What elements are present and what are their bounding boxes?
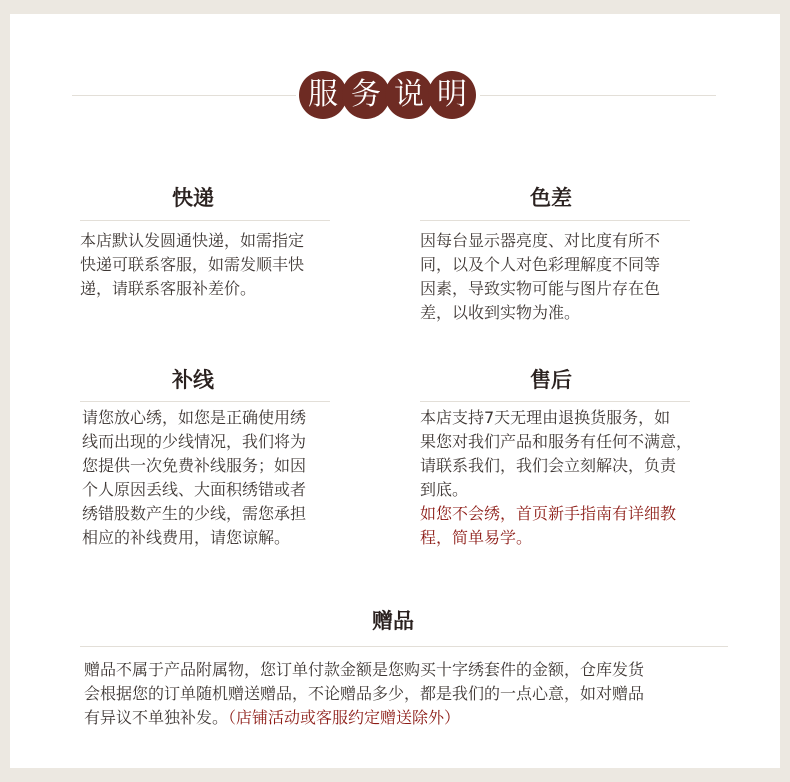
gift-heading: 赠品 [372,609,414,633]
thread-heading: 补线 [172,368,214,392]
color-text: 因每台显示器亮度、对比度有所不 同，以及个人对色彩理解度不同等 因素，导致实物可能与图片存在色 差，以收到实物为准。 [420,231,661,322]
title-char-4: 明 [428,71,476,119]
service-card [10,14,780,768]
gift-block [84,658,744,730]
express-heading: 快递 [172,186,214,210]
gift-exception-note: （店铺活动或客服约定赠送除外） [228,708,461,727]
color-divider [420,220,690,221]
gift-divider [80,646,728,647]
title-char-2: 务 [342,71,390,119]
title-char-3: 说 [385,71,433,119]
title-char-1: 服 [299,71,347,119]
aftersale-divider [420,401,690,402]
thread-text: 请您放心绣，如您是正确使用绣 线而出现的少线情况，我们将为 您提供一次免费补线服务；如因 个人原因丢线、大面积绣错或者 绣错股数产生的少线，需您承担 相应的补线费用，请您谅解。 [82,408,307,547]
page-title [299,71,471,119]
aftersale-text: 本店支持7天无理由退换货服务，如 果您对我们产品和服务有任何不满意， 请联系我们，我们会立刻解决，负责 到底。 [420,408,693,499]
thread-divider [80,401,330,402]
gift-text: 赠品不属于产品附属物，您订单付款金额是您购买十字绣套件的金额，仓库发货 会根据您的订单随机赠送赠品，不论赠品多少，都是我们的一点心意，如对赠品 有异议不单独补发。 [84,660,645,727]
aftersale-guide-note: 如您不会绣，首页新手指南有详细教 程，简单易学。 [420,504,677,547]
aftersale-heading: 售后 [530,368,572,392]
header-rule-left [72,95,296,96]
color-heading: 色差 [530,186,572,210]
header-rule-right [480,95,716,96]
express-text: 本店默认发圆通快递，如需指定 快递可联系客服，如需发顺丰快 递，请联系客服补差价。 [80,231,305,298]
express-divider [80,220,330,221]
aftersale-block [420,406,730,550]
